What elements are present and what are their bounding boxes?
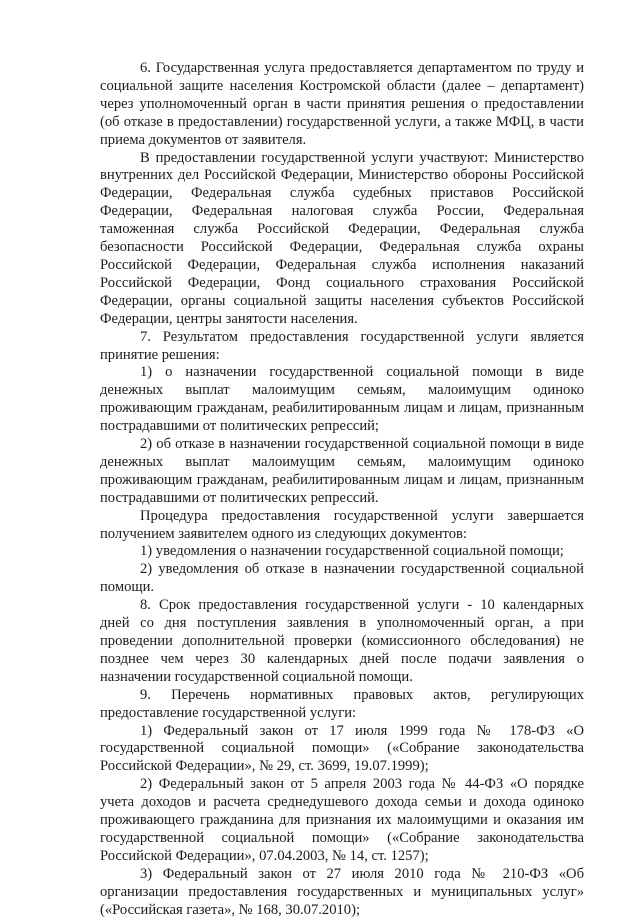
document-body — [100, 60, 584, 920]
paragraph-6-provider: 6. Государственная услуга предоставляется департаментом по труду и социальной защите населения Костромской области (далее – департамент) через уполномоченный орган в части принятия решения о предоставлении (об отказе в предоставлении) государственной услуги, а также МФЦ, в части приема документов от заявителя. — [100, 60, 584, 148]
paragraph-8-term: 8. Срок предоставления государственной услуги - 10 календарных дней со дня поступления заявления в уполномоченный орган, а при проведении дополнительной проверки (комиссионного обследования) не позднее чем через 30 календарных дней после подачи заявления о назначении государственной социальной помощи. — [100, 597, 584, 685]
paragraph-7-item-2: 2) об отказе в назначении государственной социальной помощи в виде денежных выплат малоимущим семьям, малоимущим одиноко проживающим гражданам, реабилитированным лицам и лицам, признанным пострадавшими от политических репрессий. — [100, 436, 584, 506]
paragraph-participants: В предоставлении государственной услуги участвуют: Министерство внутренних дел Российской Федерации, Министерство обороны Российской Федерации, Федеральная служба судебных приставов Российской Федерации, Федеральная налоговая служба России, Федеральная таможенная служба Российской Федерации, Федеральная служба безопасности Российской Федерации, Федеральная служба охраны Российской Федерации, Федеральная служба исполнения наказаний Российской Федерации, Фонд социального страхования Российской Федерации, органы социальной защиты населения субъектов Российской Федерации, центры занятости населения. — [100, 149, 584, 327]
paragraph-7-item-1: 1) о назначении государственной социальной помощи в виде денежных выплат малоимущим семьям, малоимущим одиноко проживающим гражданам, реабилитированным лицам и лицам, признанным пострадавшими от политических репрессий; — [100, 364, 584, 435]
paragraph-9-law-2: 2) Федеральный закон от 5 апреля 2003 года № 44-ФЗ «О порядке учета доходов и расчета среднедушевого дохода семьи и дохода одиноко проживающего гражданина для признания их малоимущими и оказания им государственной социальной помощи» («Собрание законодательства Российской Федерации», 07.04.2003, № 14, ст. 1257); — [100, 776, 584, 864]
paragraph-9-list: 9. Перечень нормативных правовых актов, регулирующих предоставление государственной услуги: — [100, 686, 584, 721]
paragraph-9-law-1: 1) Федеральный закон от 17 июля 1999 года № 178-ФЗ «О государственной социальной помощи» («Собрание законодательства Российской Федерации», № 29, ст. 3699, 19.07.1999); — [100, 722, 584, 775]
paragraph-procedure-item-2: 2) уведомления об отказе в назначении государственной социальной помощи. — [100, 561, 584, 596]
paragraph-procedure-item-1: 1) уведомления о назначении государственной социальной помощи; — [140, 543, 564, 560]
paragraph-procedure: Процедура предоставления государственной услуги завершается получением заявителем одного из следующих документов: — [100, 507, 584, 542]
paragraph-9-law-3: 3) Федеральный закон от 27 июля 2010 года № 210-ФЗ «Об организации предоставления государственных и муниципальных услуг» («Российская газета», № 168, 30.07.2010); — [100, 865, 584, 918]
paragraph-7-result: 7. Результатом предоставления государственной услуги является принятие решения: — [100, 328, 584, 363]
